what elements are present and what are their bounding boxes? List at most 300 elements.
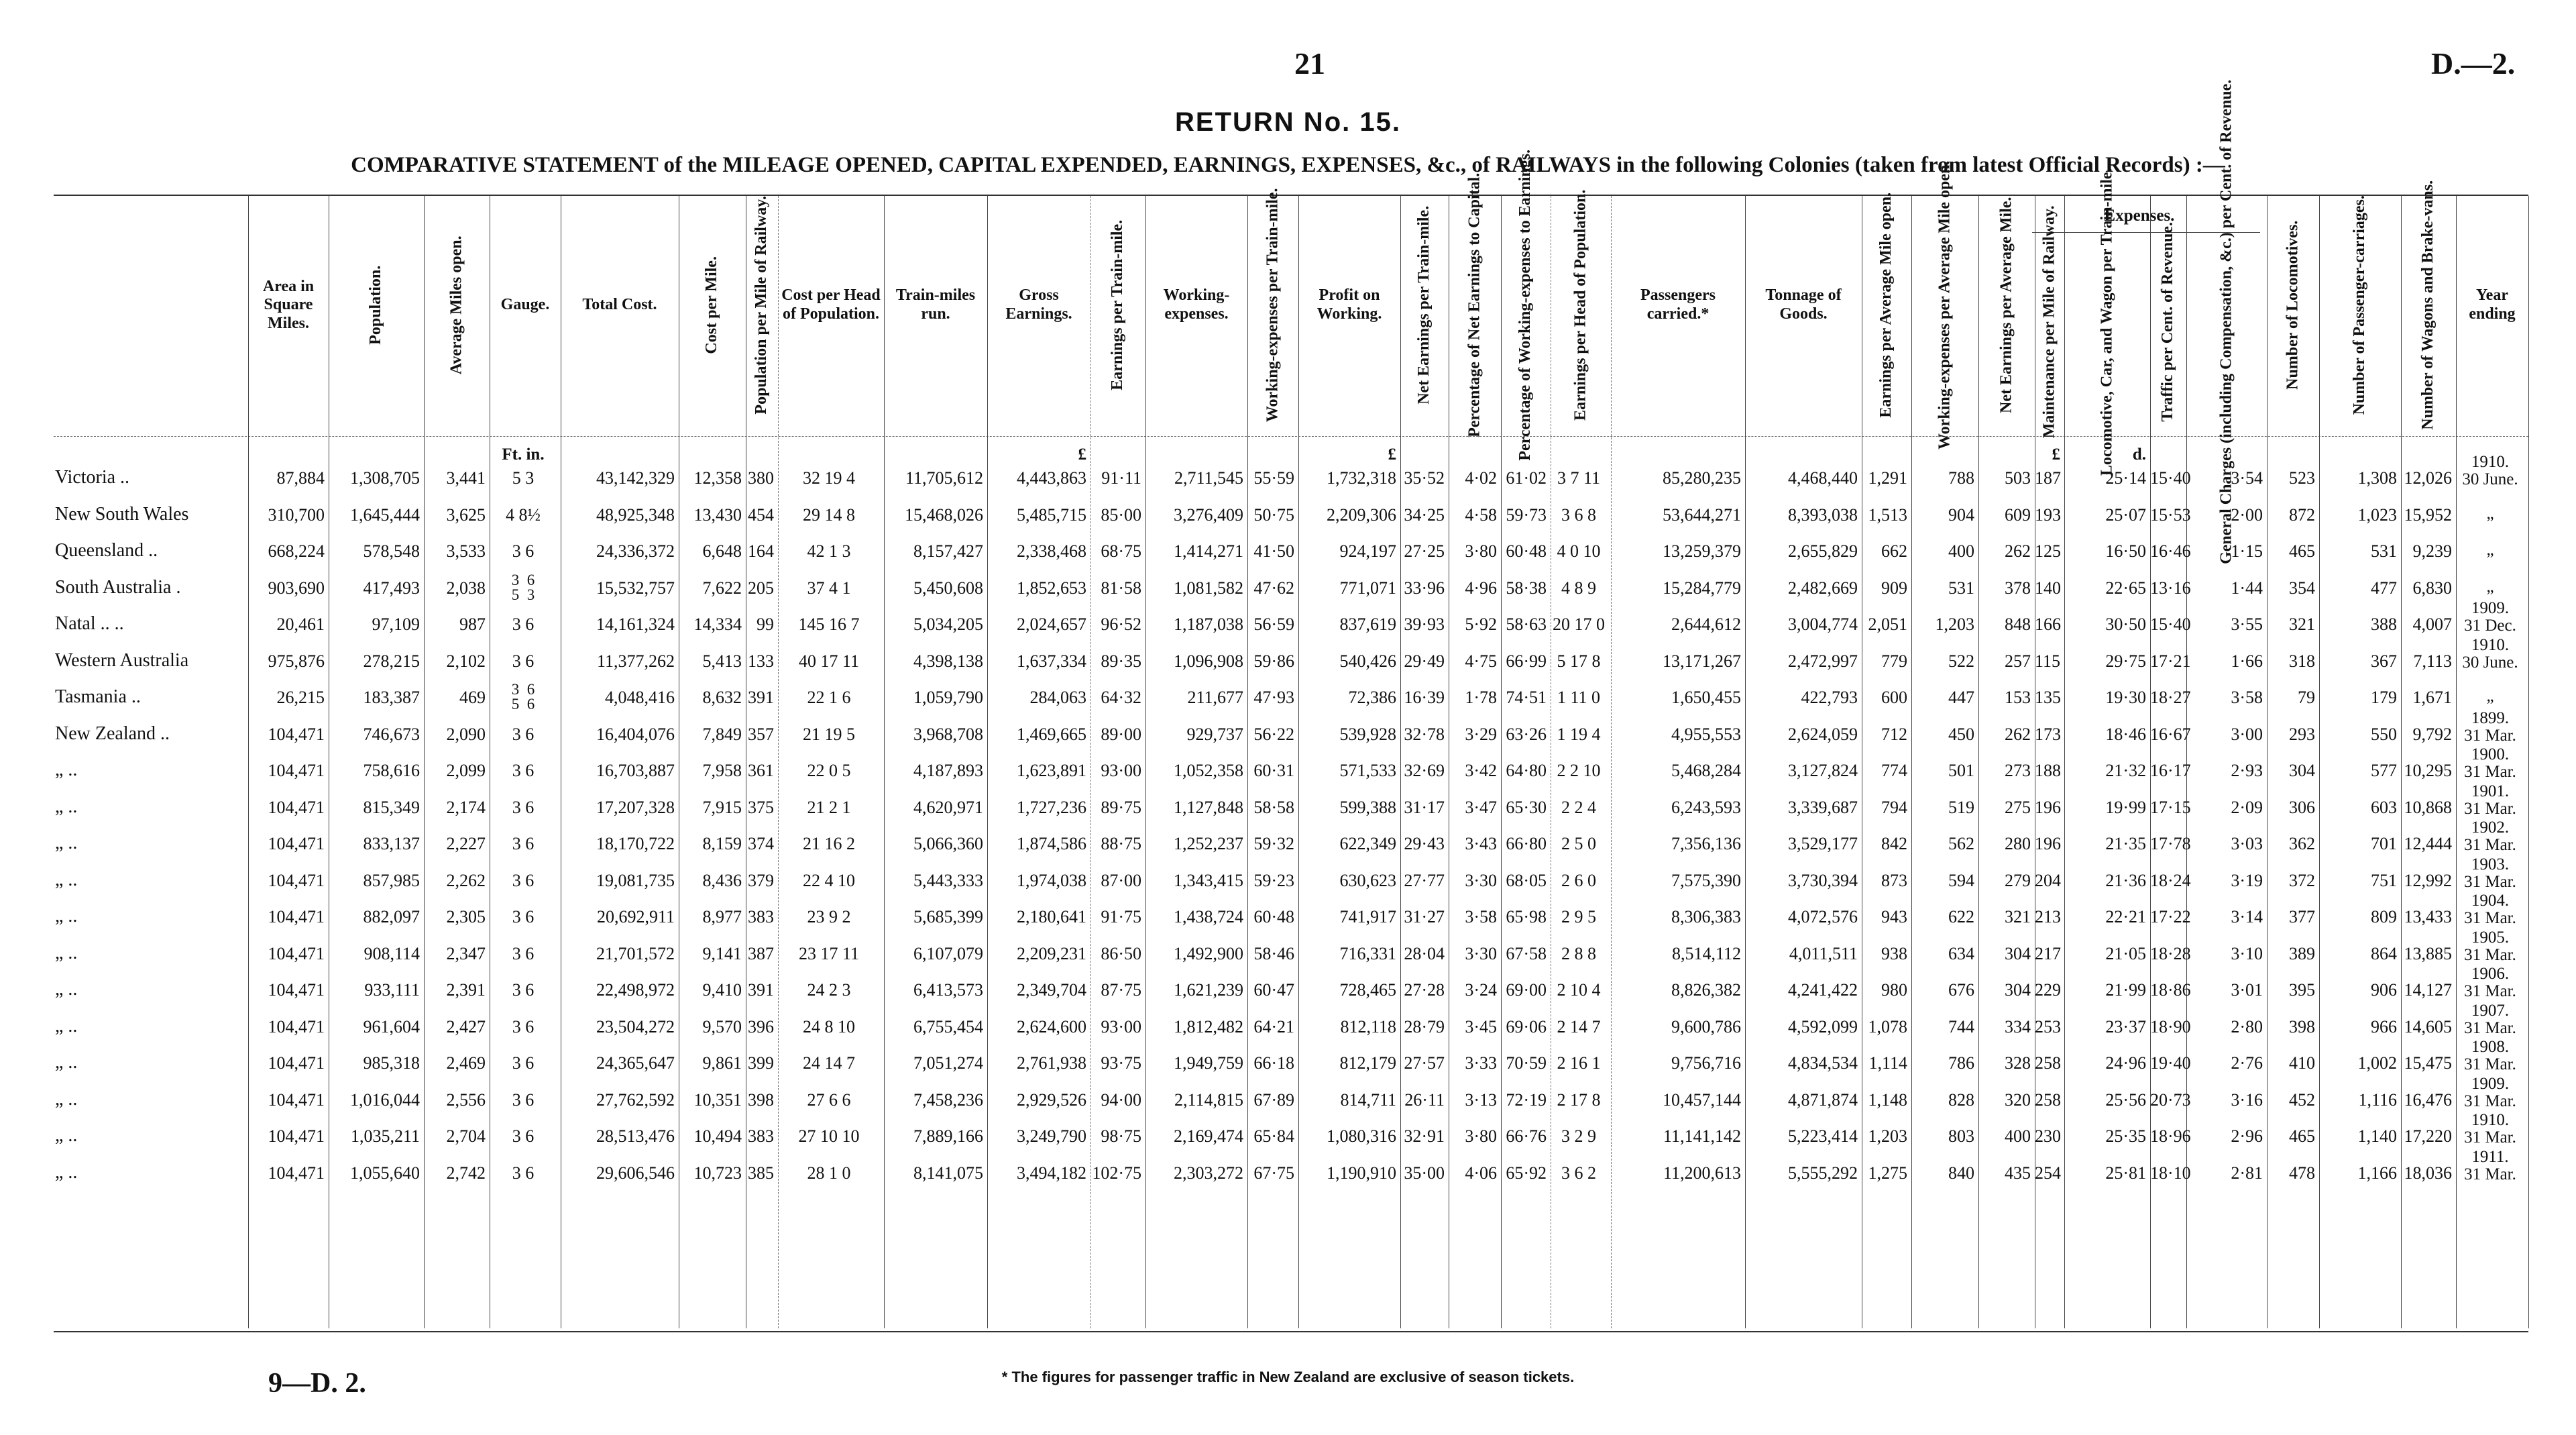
- column-header-miles: [424, 201, 490, 409]
- column-header-label: Passengers carried.*: [1640, 286, 1716, 323]
- cell-cost: 24,365,647: [596, 1053, 675, 1073]
- cell-ncar: 477: [2371, 578, 2397, 598]
- cell-profit: 924,197: [1339, 541, 1396, 561]
- cell-gross: 1,874,586: [1017, 834, 1086, 853]
- cell-etm: 68·75: [1101, 541, 1141, 561]
- cell-train: 4,398,138: [913, 651, 983, 671]
- column-header-label: Area in Square Miles.: [262, 277, 315, 332]
- cell-cph: 42 1 3: [807, 541, 851, 561]
- cell-cpm: 12,358: [693, 468, 742, 488]
- cell-pass: 8,826,382: [1671, 980, 1741, 1000]
- cell-wexp: 1,492,900: [1174, 943, 1243, 963]
- row-label: „ ..: [55, 942, 78, 963]
- cell-profit: 814,711: [1340, 1089, 1396, 1110]
- cell-ncar: 1,002: [2357, 1053, 2397, 1073]
- column-header-label: Gauge.: [500, 296, 550, 314]
- cell-pass: 10,457,144: [1663, 1089, 1741, 1110]
- cell-area: 104,471: [268, 1053, 325, 1073]
- cell-gen: 3·01: [2231, 980, 2263, 1000]
- cell-year: 1905. 31 Mar.: [2464, 928, 2516, 964]
- column-header-ppm: [746, 196, 778, 415]
- cell-epm: 1,291: [1868, 468, 1907, 488]
- cell-train: 6,755,454: [913, 1016, 983, 1037]
- cell-traf: 15·53: [2150, 504, 2191, 525]
- cell-eph: 2 6 0: [1561, 870, 1596, 890]
- cell-wpm: 522: [1948, 651, 1974, 671]
- cell-maint: 213: [2035, 907, 2061, 926]
- cell-cost: 28,513,476: [596, 1126, 675, 1146]
- cell-ntm: 35·00: [1404, 1163, 1445, 1183]
- cell-ton: 4,871,874: [1788, 1089, 1858, 1110]
- cell-etm: 94·00: [1101, 1089, 1141, 1110]
- cell-traf: 17·15: [2150, 797, 2191, 817]
- cell-epm: 980: [1881, 980, 1907, 1000]
- cell-wpm: 744: [1948, 1016, 1974, 1037]
- cell-year: 1908. 31 Mar.: [2464, 1038, 2516, 1073]
- column-header-cph: [778, 201, 884, 409]
- unit-label-gross: £: [1078, 445, 1086, 464]
- cell-loco: 21·36: [2105, 870, 2146, 890]
- cell-gauge: 3 6: [512, 870, 535, 890]
- cell-gen: 3·55: [2231, 615, 2263, 634]
- cell-pop: 1,016,044: [350, 1089, 420, 1110]
- column-header-label: Net Earnings per Average Mile.: [1997, 197, 2015, 414]
- cell-nloc: 318: [2289, 651, 2315, 671]
- cell-pwe: 66·80: [1506, 834, 1547, 853]
- cell-pop: 933,111: [364, 980, 420, 1000]
- cell-npm: 334: [2005, 1016, 2031, 1037]
- cell-miles: 3,441: [446, 468, 486, 488]
- cell-loco: 25·07: [2105, 504, 2146, 525]
- cell-cpm: 8,977: [702, 907, 742, 926]
- cell-epm: 600: [1881, 688, 1907, 707]
- cell-gen: 3·16: [2231, 1089, 2263, 1110]
- cell-traf: 16·17: [2150, 761, 2191, 780]
- cell-maint: 196: [2035, 834, 2061, 853]
- cell-pnc: 3·45: [1465, 1016, 1497, 1037]
- cell-ncar: 906: [2371, 980, 2397, 1000]
- cell-wpm: 562: [1948, 834, 1974, 853]
- row-label: „ ..: [55, 1088, 78, 1110]
- cell-gross: 3,249,790: [1017, 1126, 1086, 1146]
- cell-loco: 25·35: [2105, 1126, 2146, 1146]
- cell-wexp: 1,252,237: [1174, 834, 1243, 853]
- cell-pop: 183,387: [363, 688, 420, 707]
- cell-gross: 2,209,231: [1017, 943, 1086, 963]
- cell-nloc: 79: [2298, 688, 2315, 707]
- cell-cpm: 6,648: [702, 541, 742, 561]
- cell-etm: 64·32: [1101, 688, 1141, 707]
- cell-profit: 1,080,316: [1327, 1126, 1396, 1146]
- cell-ppm: 391: [748, 980, 774, 1000]
- cell-wexp: 211,677: [1187, 688, 1243, 707]
- cell-gauge: 3 6: [512, 1053, 535, 1073]
- column-header-label: Year ending: [2469, 286, 2516, 323]
- cell-loco: 21·32: [2105, 761, 2146, 780]
- cell-cost: 17,207,328: [596, 797, 675, 817]
- cell-pwe: 72·19: [1506, 1089, 1547, 1110]
- cell-ppm: 383: [748, 907, 774, 926]
- cell-etm: 93·75: [1101, 1053, 1141, 1073]
- cell-gauge: 3 6 5 6: [511, 681, 535, 712]
- cell-epm: 774: [1881, 761, 1907, 780]
- column-header-label: Population per Mile of Railway.: [752, 196, 771, 415]
- cell-traf: 18·96: [2150, 1126, 2191, 1146]
- cell-nloc: 523: [2289, 468, 2315, 488]
- cell-traf: 18·27: [2150, 688, 2191, 707]
- cell-pass: 11,200,613: [1663, 1163, 1741, 1183]
- cell-eph: 2 16 1: [1557, 1053, 1601, 1073]
- cell-eph: 2 14 7: [1557, 1016, 1601, 1037]
- cell-ncar: 864: [2371, 943, 2397, 963]
- cell-pwe: 66·76: [1506, 1126, 1547, 1146]
- cell-traf: 19·40: [2150, 1053, 2191, 1073]
- cell-npm: 275: [2005, 797, 2031, 817]
- cell-wpm: 501: [1948, 761, 1974, 780]
- cell-nloc: 306: [2289, 797, 2315, 817]
- cell-loco: 25·14: [2105, 468, 2146, 488]
- row-label: „ ..: [55, 979, 78, 1000]
- cell-gross: 1,469,665: [1017, 724, 1086, 744]
- cell-maint: 140: [2035, 578, 2061, 598]
- cell-year: 1899. 31 Mar.: [2464, 708, 2516, 745]
- cell-maint: 253: [2035, 1016, 2061, 1037]
- cell-ppm: 164: [748, 541, 774, 561]
- cell-cost: 43,142,329: [596, 468, 675, 488]
- cell-epm: 842: [1881, 834, 1907, 853]
- cell-pwe: 59·73: [1506, 504, 1547, 525]
- cell-cpm: 8,632: [702, 688, 742, 707]
- cell-wpm: 622: [1948, 907, 1974, 926]
- cell-pnc: 3·47: [1465, 797, 1497, 817]
- cell-npm: 262: [2005, 541, 2031, 561]
- column-header-pwe: [1501, 150, 1551, 461]
- cell-wtm: 58·58: [1253, 797, 1294, 817]
- cell-gross: 2,349,704: [1017, 980, 1086, 1000]
- cell-pass: 85,280,235: [1663, 468, 1741, 488]
- cell-cph: 21 2 1: [807, 797, 851, 817]
- cell-pass: 9,756,716: [1671, 1053, 1741, 1073]
- cell-ton: 5,223,414: [1788, 1126, 1858, 1146]
- cell-ncar: 966: [2371, 1016, 2397, 1037]
- cell-gross: 3,494,182: [1017, 1163, 1086, 1183]
- cell-cpm: 8,159: [702, 834, 742, 853]
- cell-gross: 284,063: [1029, 688, 1086, 707]
- cell-nloc: 395: [2289, 980, 2315, 1000]
- cell-traf: 20·73: [2150, 1089, 2191, 1110]
- column-header-label: Train-miles run.: [895, 286, 976, 323]
- cell-area: 668,224: [268, 541, 325, 561]
- cell-ppm: 379: [748, 870, 774, 890]
- cell-nloc: 354: [2289, 578, 2315, 598]
- cell-pass: 13,171,267: [1663, 651, 1741, 671]
- cell-nloc: 398: [2289, 1016, 2315, 1037]
- cell-gen: 3·54: [2231, 468, 2263, 488]
- cell-gross: 2,761,938: [1017, 1053, 1086, 1073]
- cell-year: „: [2486, 687, 2494, 705]
- header-rule: [54, 436, 2528, 437]
- cell-wtm: 60·31: [1253, 761, 1294, 780]
- cell-nloc: 452: [2289, 1089, 2315, 1110]
- cell-miles: 2,090: [446, 724, 486, 744]
- cell-miles: 2,556: [446, 1089, 486, 1110]
- cell-eph: 2 5 0: [1561, 834, 1596, 853]
- cell-cph: 40 17 11: [798, 651, 860, 671]
- cell-wtm: 65·84: [1253, 1126, 1294, 1146]
- column-header-nloc: [2267, 201, 2319, 409]
- cell-nloc: 321: [2289, 615, 2315, 634]
- cell-nwag: 4,007: [2412, 615, 2452, 634]
- cell-etm: 81·58: [1101, 578, 1141, 598]
- cell-profit: 771,071: [1339, 578, 1396, 598]
- column-header-label: Profit on Working.: [1317, 286, 1382, 323]
- cell-pwe: 67·58: [1506, 943, 1547, 963]
- cell-wtm: 59·32: [1253, 834, 1294, 853]
- cell-npm: 280: [2005, 834, 2031, 853]
- cell-area: 104,471: [268, 724, 325, 744]
- cell-ppm: 385: [748, 1163, 774, 1183]
- cell-wexp: 2,303,272: [1174, 1163, 1243, 1183]
- cell-ppm: 396: [748, 1016, 774, 1037]
- cell-ton: 2,482,669: [1788, 578, 1858, 598]
- cell-epm: 1,114: [1868, 1053, 1907, 1073]
- row-label: „ ..: [55, 796, 78, 817]
- cell-npm: 378: [2005, 578, 2031, 598]
- cell-epm: 1,078: [1868, 1016, 1907, 1037]
- cell-area: 104,471: [268, 1016, 325, 1037]
- cell-train: 4,187,893: [913, 761, 983, 780]
- cell-pop: 1,035,211: [350, 1126, 420, 1146]
- cell-profit: 1,732,318: [1327, 468, 1396, 488]
- cell-loco: 29·75: [2105, 651, 2146, 671]
- cell-epm: 938: [1881, 943, 1907, 963]
- cell-miles: 2,227: [446, 834, 486, 853]
- column-header-cpm: [679, 201, 746, 409]
- cell-area: 87,884: [276, 468, 325, 488]
- column-header-label: Percentage of Working-expenses to Earnings.: [1516, 150, 1534, 461]
- column-header-ntm: [1400, 201, 1449, 409]
- row-label: South Australia .: [55, 576, 181, 598]
- cell-maint: 115: [2035, 651, 2061, 671]
- cell-ntm: 32·78: [1404, 724, 1445, 744]
- cell-cost: 22,498,972: [596, 980, 675, 1000]
- cell-cph: 22 0 5: [807, 761, 851, 780]
- cell-wexp: 1,187,038: [1174, 615, 1243, 634]
- cell-ncar: 577: [2371, 761, 2397, 780]
- cell-pwe: 68·05: [1506, 870, 1547, 890]
- cell-pass: 9,600,786: [1671, 1016, 1741, 1037]
- cell-nloc: 389: [2289, 943, 2315, 963]
- column-header-label: Working-expenses per Train-mile.: [1264, 188, 1282, 423]
- column-header-wexp: [1145, 201, 1247, 409]
- cell-ton: 4,072,576: [1788, 907, 1858, 926]
- row-label: Victoria ..: [55, 467, 130, 488]
- cell-loco: 21·05: [2105, 943, 2146, 963]
- cell-pnc: 4·02: [1465, 468, 1497, 488]
- cell-gauge: 3 6: [512, 541, 535, 561]
- cell-wpm: 447: [1948, 688, 1974, 707]
- cell-nwag: 12,992: [2404, 870, 2452, 890]
- footnote: * The figures for passenger traffic in New Zealand are exclusive of season tickets.: [1001, 1369, 1575, 1385]
- cell-pass: 4,955,553: [1671, 724, 1741, 744]
- cell-cost: 48,925,348: [596, 504, 675, 525]
- cell-maint: 125: [2035, 541, 2061, 561]
- cell-cph: 37 4 1: [807, 578, 851, 598]
- cell-ntm: 27·77: [1404, 870, 1445, 890]
- cell-ppm: 99: [757, 615, 774, 634]
- cell-eph: 1 19 4: [1557, 724, 1601, 744]
- cell-npm: 279: [2005, 870, 2031, 890]
- cell-ppm: 391: [748, 688, 774, 707]
- cell-wexp: 2,711,545: [1174, 468, 1243, 488]
- cell-pwe: 70·59: [1506, 1053, 1547, 1073]
- cell-pop: 578,548: [363, 541, 420, 561]
- column-header-label: Earnings per Head of Population.: [1571, 189, 1589, 421]
- cell-train: 11,705,612: [905, 468, 983, 488]
- cell-ntm: 39·93: [1404, 615, 1445, 634]
- cell-cph: 23 17 11: [798, 943, 860, 963]
- cell-nloc: 362: [2289, 834, 2315, 853]
- cell-gross: 2,338,468: [1017, 541, 1086, 561]
- column-header-wtm: [1247, 188, 1298, 423]
- cell-ncar: 1,140: [2357, 1126, 2397, 1146]
- cell-loco: 16·50: [2105, 541, 2146, 561]
- cell-loco: 21·35: [2105, 834, 2146, 853]
- cell-ntm: 34·25: [1404, 504, 1445, 525]
- cell-train: 7,051,274: [913, 1053, 983, 1073]
- cell-traf: 18·10: [2150, 1163, 2191, 1183]
- cell-loco: 25·56: [2105, 1089, 2146, 1110]
- cell-wtm: 67·89: [1253, 1089, 1294, 1110]
- column-header-epm: [1862, 193, 1911, 418]
- cell-cph: 27 10 10: [798, 1126, 860, 1146]
- cell-cost: 27,762,592: [596, 1089, 675, 1110]
- cell-area: 310,700: [268, 504, 325, 525]
- column-header-train: [884, 201, 987, 409]
- cell-cost: 15,532,757: [596, 578, 675, 598]
- cell-pop: 882,097: [363, 907, 420, 926]
- cell-cost: 14,161,324: [596, 615, 675, 634]
- cell-train: 15,468,026: [905, 504, 983, 525]
- cell-pop: 961,604: [363, 1016, 420, 1037]
- cell-cpm: 5,413: [702, 651, 742, 671]
- cell-year: 1901. 31 Mar.: [2464, 782, 2516, 818]
- cell-cost: 21,701,572: [596, 943, 675, 963]
- cell-npm: 320: [2005, 1089, 2031, 1110]
- cell-pnc: 3·80: [1465, 1126, 1497, 1146]
- cell-maint: 230: [2035, 1126, 2061, 1146]
- cell-miles: 2,742: [446, 1163, 486, 1183]
- cell-traf: 17·21: [2150, 651, 2191, 671]
- cell-traf: 16·46: [2150, 541, 2191, 561]
- cell-ntm: 35·52: [1404, 468, 1445, 488]
- cell-ncar: 1,166: [2357, 1163, 2397, 1183]
- cell-ppm: 383: [748, 1126, 774, 1146]
- cell-eph: 2 9 5: [1561, 907, 1596, 926]
- cell-nwag: 6,830: [2412, 578, 2452, 598]
- cell-epm: 662: [1881, 541, 1907, 561]
- cell-wtm: 55·59: [1253, 468, 1294, 488]
- cell-train: 7,458,236: [913, 1089, 983, 1110]
- cell-ppm: 361: [748, 761, 774, 780]
- column-header-eph: [1551, 189, 1611, 421]
- cell-ton: 8,393,038: [1788, 504, 1858, 525]
- cell-pop: 1,055,640: [350, 1163, 420, 1183]
- cell-pnc: 3·58: [1465, 907, 1497, 926]
- column-header-maint: [2035, 205, 2064, 439]
- return-title: RETURN No. 15.: [1175, 107, 1401, 137]
- cell-npm: 273: [2005, 761, 2031, 780]
- cell-area: 975,876: [268, 651, 325, 671]
- cell-epm: 779: [1881, 651, 1907, 671]
- cell-ntm: 27·28: [1404, 980, 1445, 1000]
- cell-maint: 188: [2035, 761, 2061, 780]
- cell-pass: 15,284,779: [1663, 578, 1741, 598]
- cell-ton: 4,468,440: [1788, 468, 1858, 488]
- cell-wexp: 2,169,474: [1174, 1126, 1243, 1146]
- cell-year: 1906. 31 Mar.: [2464, 965, 2516, 1000]
- cell-miles: 2,038: [446, 578, 486, 598]
- cell-gen: 3·14: [2231, 907, 2263, 926]
- cell-ncar: 1,308: [2357, 468, 2397, 488]
- cell-epm: 1,148: [1868, 1089, 1907, 1110]
- cell-gen: 1·66: [2231, 651, 2263, 671]
- cell-cpm: 7,622: [702, 578, 742, 598]
- cell-cph: 24 8 10: [803, 1016, 855, 1037]
- page-reference: D.—2.: [2431, 46, 2516, 81]
- cell-wtm: 47·62: [1253, 578, 1294, 598]
- cell-pop: 746,673: [363, 724, 420, 744]
- cell-pnc: 5·92: [1465, 615, 1497, 634]
- cell-gen: 3·10: [2231, 943, 2263, 963]
- row-label: „ ..: [55, 1161, 78, 1183]
- cell-pnc: 3·33: [1465, 1053, 1497, 1073]
- cell-pnc: 3·80: [1465, 541, 1497, 561]
- cell-traf: 13·16: [2150, 578, 2191, 598]
- cell-area: 104,471: [268, 907, 325, 926]
- cell-ncar: 751: [2371, 870, 2397, 890]
- cell-pnc: 4·06: [1465, 1163, 1497, 1183]
- cell-pwe: 65·30: [1506, 797, 1547, 817]
- cell-eph: 1 11 0: [1557, 688, 1601, 707]
- cell-maint: 187: [2035, 468, 2061, 488]
- cell-cph: 29 14 8: [803, 504, 855, 525]
- cell-pnc: 3·30: [1465, 943, 1497, 963]
- cell-ntm: 31·27: [1404, 907, 1445, 926]
- cell-gauge: 3 6: [512, 980, 535, 1000]
- row-label: Queensland ..: [55, 540, 158, 561]
- cell-year: „: [2486, 504, 2494, 523]
- cell-pnc: 4·96: [1465, 578, 1497, 598]
- cell-cpm: 10,494: [693, 1126, 742, 1146]
- cell-ton: 2,655,829: [1788, 541, 1858, 561]
- cell-traf: 17·78: [2150, 834, 2191, 853]
- cell-nwag: 7,113: [2413, 651, 2452, 671]
- cell-traf: 16·67: [2150, 724, 2191, 744]
- cell-year: 1910. 31 Mar.: [2464, 1111, 2516, 1147]
- cell-etm: 85·00: [1101, 504, 1141, 525]
- cell-npm: 257: [2005, 651, 2031, 671]
- column-header-area: [248, 201, 329, 409]
- page-number: 21: [1294, 46, 1325, 81]
- cell-cost: 23,504,272: [596, 1016, 675, 1037]
- cell-pass: 2,644,612: [1671, 615, 1741, 634]
- cell-gross: 2,180,641: [1017, 907, 1086, 926]
- cell-pwe: 69·00: [1506, 980, 1547, 1000]
- cell-pwe: 63·26: [1506, 724, 1547, 744]
- cell-eph: 5 17 8: [1557, 651, 1601, 671]
- cell-gen: 1·15: [2231, 541, 2263, 561]
